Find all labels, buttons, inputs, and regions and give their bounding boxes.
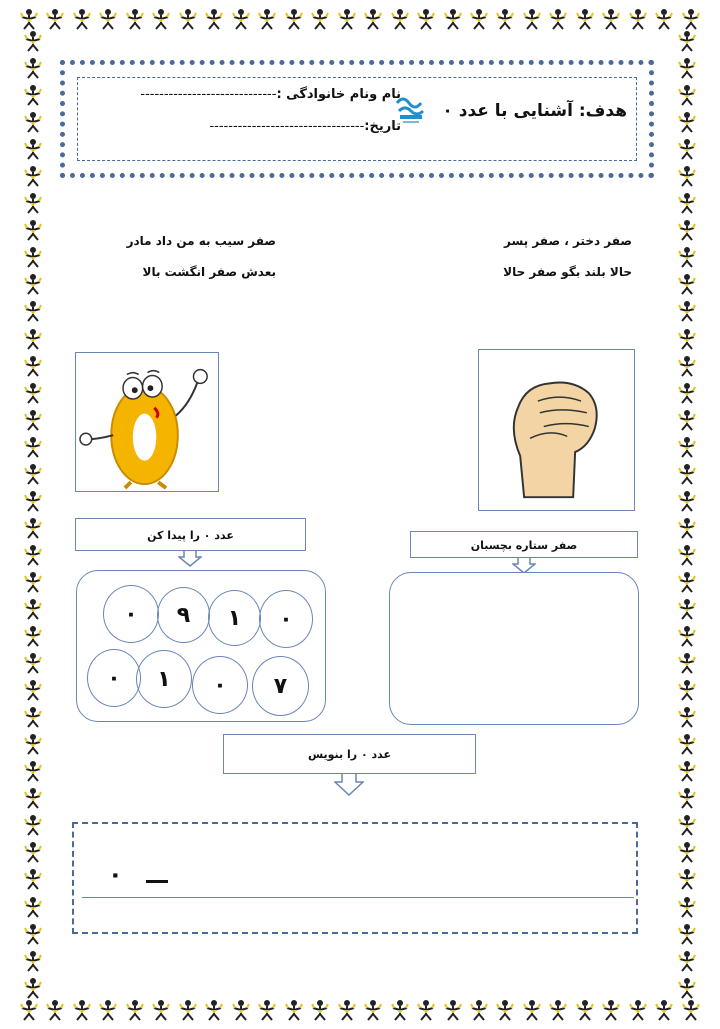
kid-star-icon <box>676 571 698 593</box>
rhyme-left-line2: بعدش صفر انگشت بالا <box>142 265 276 279</box>
kid-star-icon <box>680 999 702 1021</box>
digit: ۹ <box>176 602 191 628</box>
kid-star-icon <box>22 841 44 863</box>
kid-star-icon <box>600 999 622 1021</box>
digit-circle[interactable] <box>103 585 159 643</box>
name-label: نام ونام خانوادگی : <box>276 87 401 102</box>
date-label: تاریخ: <box>364 119 401 134</box>
kid-star-icon <box>22 490 44 512</box>
kid-star-icon <box>442 8 464 30</box>
kid-star-icon <box>22 652 44 674</box>
digit-circle[interactable] <box>192 656 248 714</box>
kid-star-icon <box>494 999 516 1021</box>
kid-star-icon <box>521 8 543 30</box>
kid-star-icon <box>676 977 698 999</box>
kid-star-icon <box>124 999 146 1021</box>
kid-star-icon <box>44 8 66 30</box>
kid-star-icon <box>676 300 698 322</box>
kid-star-icon <box>547 999 569 1021</box>
sticker-label-box <box>410 531 638 558</box>
kid-star-icon <box>442 999 464 1021</box>
fist-hand-icon <box>479 350 633 509</box>
kid-star-icon <box>22 84 44 106</box>
kid-star-icon <box>44 999 66 1021</box>
kid-star-icon <box>676 409 698 431</box>
down-arrow-icon <box>178 551 202 567</box>
kid-star-icon <box>676 733 698 755</box>
kid-star-icon <box>22 111 44 133</box>
kid-star-icon <box>22 382 44 404</box>
kid-star-icon <box>676 463 698 485</box>
sticker-label: صفر ستاره بچسبان <box>470 539 578 552</box>
kid-star-icon <box>676 328 698 350</box>
kid-star-icon <box>676 30 698 52</box>
date-dashes: --------------------------------- <box>209 119 365 134</box>
kid-star-icon <box>22 328 44 350</box>
date-field <box>125 119 401 134</box>
write-practice-box[interactable] <box>72 822 638 934</box>
kid-star-icon <box>676 652 698 674</box>
kid-star-icon <box>676 923 698 945</box>
kid-star-icon <box>22 571 44 593</box>
kid-star-icon <box>627 999 649 1021</box>
kid-star-icon <box>309 999 331 1021</box>
write-blank-dash <box>146 880 168 883</box>
kid-star-icon <box>600 8 622 30</box>
write-baseline <box>82 897 634 898</box>
digit: ۱ <box>227 605 242 631</box>
find-zero-label-box <box>75 518 306 551</box>
kid-star-icon <box>22 138 44 160</box>
kid-star-icon <box>676 598 698 620</box>
kid-star-icon <box>22 733 44 755</box>
kid-star-icon <box>230 8 252 30</box>
left-border <box>18 30 48 999</box>
kid-star-icon <box>676 679 698 701</box>
kid-star-icon <box>574 999 596 1021</box>
right-border <box>672 30 702 999</box>
kid-star-icon <box>22 517 44 539</box>
kid-star-icon <box>627 8 649 30</box>
digit-circle[interactable] <box>136 650 192 708</box>
digit-circle[interactable] <box>208 590 261 646</box>
digit: ۷ <box>273 673 288 699</box>
kid-star-icon <box>22 355 44 377</box>
kid-star-icon <box>22 165 44 187</box>
kid-star-icon <box>177 999 199 1021</box>
top-border <box>0 4 720 34</box>
kid-star-icon <box>653 8 675 30</box>
kid-star-icon <box>22 787 44 809</box>
kid-star-icon <box>676 192 698 214</box>
kid-star-icon <box>676 246 698 268</box>
name-field <box>101 87 401 102</box>
kid-star-icon <box>71 8 93 30</box>
kid-star-icon <box>676 490 698 512</box>
kid-star-icon <box>22 814 44 836</box>
kid-star-icon <box>22 923 44 945</box>
digit: ۰ <box>107 665 121 691</box>
kid-star-icon <box>22 625 44 647</box>
kid-star-icon <box>22 598 44 620</box>
digit: ۰ <box>279 606 293 632</box>
kid-star-icon <box>676 138 698 160</box>
kid-star-icon <box>494 8 516 30</box>
kid-star-icon <box>22 30 44 52</box>
kid-star-icon <box>22 760 44 782</box>
digit-circle[interactable] <box>252 656 309 716</box>
write-zero-label: عدد ۰ را بنویس <box>307 748 392 761</box>
kid-star-icon <box>97 8 119 30</box>
kid-star-icon <box>150 8 172 30</box>
rhyme-right-line1: صفر دختر ، صفر پسر <box>503 234 632 248</box>
name-dashes: ----------------------------- <box>140 87 277 102</box>
kid-star-icon <box>150 999 172 1021</box>
kid-star-icon <box>18 999 40 1021</box>
goal-title: هدف: آشنایی با عدد ۰ <box>442 101 627 121</box>
kid-star-icon <box>676 84 698 106</box>
kid-star-icon <box>653 999 675 1021</box>
kid-star-icon <box>415 999 437 1021</box>
kid-star-icon <box>389 999 411 1021</box>
digit: ۰ <box>213 672 227 698</box>
kid-star-icon <box>22 436 44 458</box>
kid-star-icon <box>283 999 305 1021</box>
kid-star-icon <box>256 999 278 1021</box>
down-arrow-icon <box>334 774 364 796</box>
kid-star-icon <box>676 706 698 728</box>
kid-star-icon <box>676 273 698 295</box>
header-box <box>60 60 654 178</box>
kid-star-icon <box>547 8 569 30</box>
digit-circle[interactable] <box>87 649 141 707</box>
zero-character-picture <box>75 352 219 492</box>
kid-star-icon <box>22 246 44 268</box>
kid-star-icon <box>71 999 93 1021</box>
fist-hand-picture <box>478 349 635 511</box>
kid-star-icon <box>676 760 698 782</box>
kid-star-icon <box>676 868 698 890</box>
kid-star-icon <box>415 8 437 30</box>
kid-star-icon <box>521 999 543 1021</box>
kid-star-icon <box>22 409 44 431</box>
rhyme-right <box>420 226 632 288</box>
kid-star-icon <box>676 841 698 863</box>
zero-character-icon <box>76 353 217 490</box>
rhyme-right-line2: حالا بلند بگو صفر حالا <box>503 265 632 279</box>
kid-star-icon <box>676 355 698 377</box>
rhyme-left <box>100 226 276 288</box>
kid-star-icon <box>676 219 698 241</box>
digit: ۱ <box>157 666 171 692</box>
rhyme-left-line1: صفر سیب به من داد مادر <box>126 234 276 248</box>
kid-star-icon <box>676 165 698 187</box>
digit-circle[interactable] <box>157 587 210 643</box>
kid-star-icon <box>22 950 44 972</box>
kid-star-icon <box>676 57 698 79</box>
kid-star-icon <box>468 999 490 1021</box>
kid-star-icon <box>676 517 698 539</box>
kid-star-icon <box>22 679 44 701</box>
kid-star-icon <box>389 8 411 30</box>
kid-star-icon <box>309 8 331 30</box>
kid-star-icon <box>230 999 252 1021</box>
kid-star-icon <box>22 868 44 890</box>
kid-star-icon <box>574 8 596 30</box>
kid-star-icon <box>22 192 44 214</box>
kid-star-icon <box>336 8 358 30</box>
kid-star-icon <box>22 300 44 322</box>
digit-circle[interactable] <box>259 590 313 648</box>
kid-star-icon <box>22 273 44 295</box>
kid-star-icon <box>22 219 44 241</box>
kid-star-icon <box>22 463 44 485</box>
kid-star-icon <box>468 8 490 30</box>
kid-star-icon <box>22 977 44 999</box>
kid-star-icon <box>97 999 119 1021</box>
kid-star-icon <box>676 950 698 972</box>
kid-star-icon <box>22 706 44 728</box>
kid-star-icon <box>336 999 358 1021</box>
kid-star-icon <box>676 382 698 404</box>
kid-star-icon <box>362 8 384 30</box>
write-zero-label-box <box>223 734 476 774</box>
kid-star-icon <box>124 8 146 30</box>
kid-star-icon <box>203 8 225 30</box>
kid-star-icon <box>203 999 225 1021</box>
kid-star-icon <box>676 111 698 133</box>
sticker-box[interactable] <box>389 572 639 725</box>
kid-star-icon <box>256 8 278 30</box>
kid-star-icon <box>283 8 305 30</box>
find-zero-label: عدد ۰ را پیدا کن <box>147 529 234 542</box>
bottom-border <box>0 995 720 1025</box>
kid-star-icon <box>680 8 702 30</box>
kid-star-icon <box>676 814 698 836</box>
kid-star-icon <box>676 787 698 809</box>
kid-star-icon <box>676 896 698 918</box>
kid-star-icon <box>22 57 44 79</box>
digit: ۰ <box>124 601 138 627</box>
kid-star-icon <box>676 544 698 566</box>
kid-star-icon <box>18 8 40 30</box>
kid-star-icon <box>676 625 698 647</box>
kid-star-icon <box>676 436 698 458</box>
kid-star-icon <box>22 896 44 918</box>
kid-star-icon <box>22 544 44 566</box>
kid-star-icon <box>362 999 384 1021</box>
write-sample-digit: ۰ <box>108 860 123 888</box>
kid-star-icon <box>177 8 199 30</box>
